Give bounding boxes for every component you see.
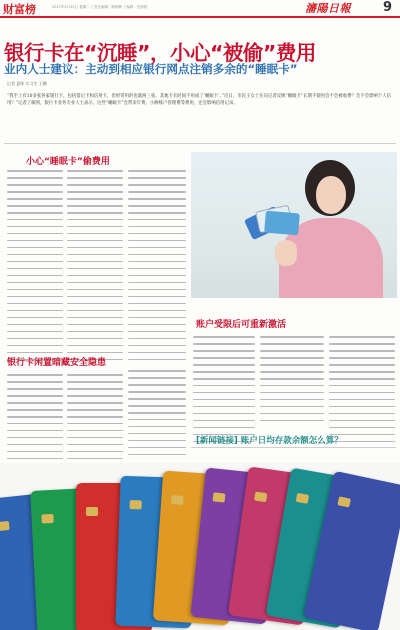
newspaper-logo: 瀋陽日報 — [305, 2, 351, 15]
text-column — [128, 170, 186, 366]
masthead — [0, 0, 400, 18]
text-column — [193, 336, 255, 448]
section-name: 财富榜 — [3, 3, 36, 16]
text-column — [7, 170, 63, 366]
heading-reactivate-account: 账户受限后可重新激活 — [196, 320, 287, 330]
heading-sleeping-card-fees: 小心“睡眠卡”偷费用 — [26, 157, 110, 167]
bank-card-image — [264, 211, 300, 236]
page-number: 9 — [383, 0, 393, 15]
article-subtitle: 业内人士建议：主动到相应银行网点注销多余的“睡眠卡” — [4, 62, 298, 76]
issue-info: 2017年4月25日 星期二 │ 责任编辑：顾明辉 │ 编辑：沈婷婷 — [52, 5, 148, 9]
heading-security-risk: 银行卡闲置暗藏安全隐患 — [7, 358, 107, 368]
text-column — [128, 370, 186, 461]
text-column — [67, 170, 123, 366]
text-column — [7, 374, 63, 465]
text-column — [67, 374, 123, 465]
text-column — [329, 336, 395, 448]
divider — [191, 447, 396, 448]
photo-woman-holding-cards — [191, 152, 397, 298]
divider — [4, 143, 396, 144]
article-title: 银行卡在“沉睡”，小心“被偷”费用 — [4, 41, 316, 65]
bank-cards-photo — [0, 463, 400, 630]
text-column — [260, 336, 324, 427]
lead-paragraph: “我手上有10多张各家银行卡，包括借记卡和信用卡，但经常用的也就两三张，其他卡长时间不用成了‘睡眠卡’。”近日，市民王女士在向记者反映“睡眠卡”长期不使用会不会被收费？会不会影响个人信用？”记者了解到，银行卡业务专业人士表示，这些“睡眠卡”会带来年费、小额账户管理费等费用，还会影响信用记录。 — [7, 94, 391, 106]
heading-news-link: [新闻链接] 账户日均存款余额怎么算？ — [196, 436, 343, 446]
byline: 记者 夏晖 实习生 王鹏 — [7, 81, 47, 86]
